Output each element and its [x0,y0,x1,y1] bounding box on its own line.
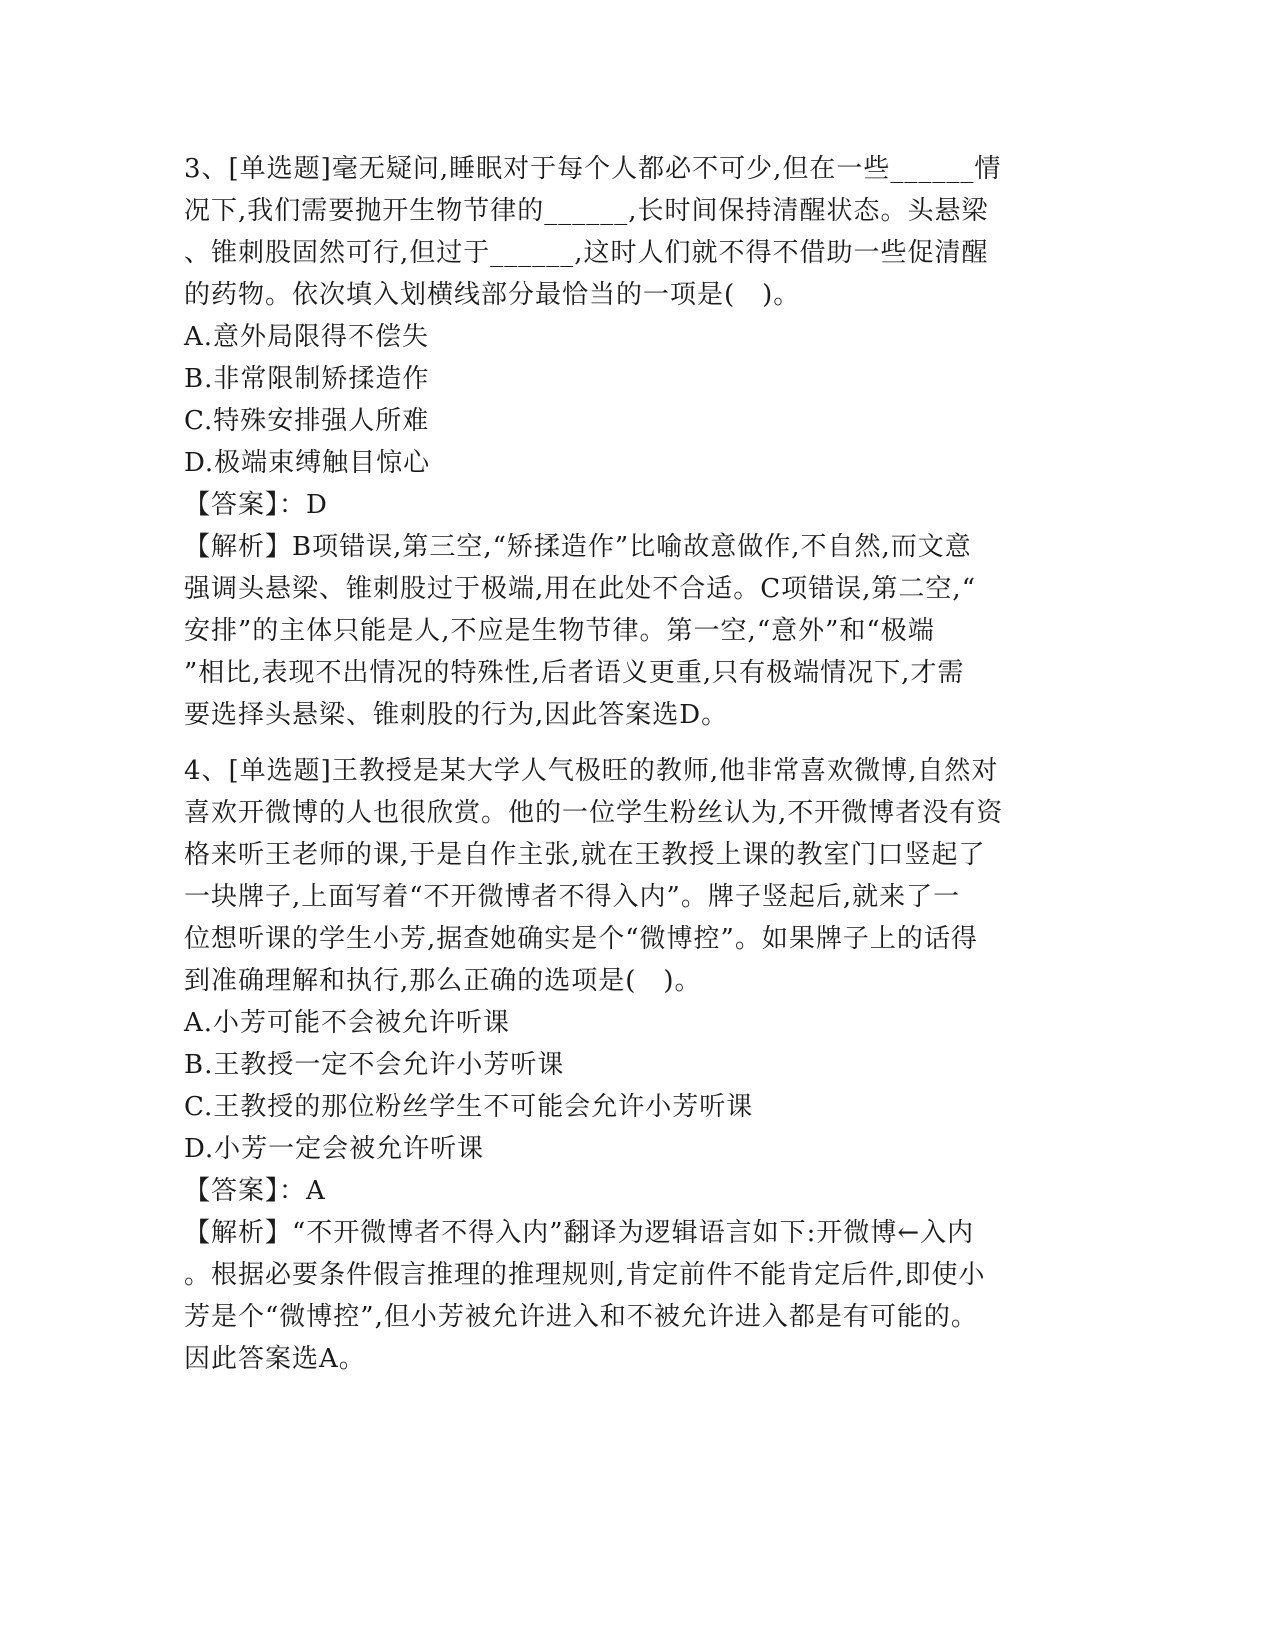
analysis-line: 强调头悬梁、锥刺股过于极端,用在此处不合适。C项错误,第二空,“ [184,574,976,604]
analysis-line: 【解析】“不开微博者不得入内”翻译为逻辑语言如下:开微博←入内 [184,1218,975,1248]
stem-line: 喜欢开微博的人也很欣赏。他的一位学生粉丝认为,不开微博者没有资 [184,798,1004,828]
stem-line: 位想听课的学生小芳,据查她确实是个“微博控”。如果牌子上的话得 [184,924,978,954]
question-4 [184,750,1084,1380]
analysis-line: 要选择头悬梁、锥刺股的行为,因此答案选D。 [184,700,729,730]
analysis-line: 因此答案选A。 [184,1344,366,1374]
stem-line: 到准确理解和执行,那么正确的选项是( )。 [184,966,702,996]
option-a: A.小芳可能不会被允许听课 [184,1008,511,1038]
stem-line: 、锥刺股固然可行,但过于______,这时人们就不得不借助一些促清醒 [184,238,989,268]
stem-line: 4、[单选题]王教授是某大学人气极旺的教师,他非常喜欢微博,自然对 [184,756,999,786]
option-d: D.极端束缚触目惊心 [184,448,431,478]
option-list [184,1002,1084,1170]
analysis [184,1212,1084,1380]
option-list [184,316,1084,484]
document-page [184,148,1084,1380]
answer: 【答案】：A [184,1176,326,1206]
option-c: C.特殊安排强人所难 [184,406,430,436]
analysis-line: ”相比,表现不出情况的特殊性,后者语义更重,只有极端情况下,才需 [184,658,965,688]
option-b: B.王教授一定不会允许小芳听课 [184,1050,565,1080]
stem-line: 一块牌子,上面写着“不开微博者不得入内”。牌子竖起后,就来了一 [184,882,961,912]
question-3 [184,148,1084,736]
option-a: A.意外局限得不偿失 [184,322,430,352]
question-stem [184,148,1084,316]
stem-line: 格来听王老师的课,于是自作主张,就在王教授上课的教室门口竖起了 [184,840,986,870]
analysis-line: 。根据必要条件假言推理的推理规则,肯定前件不能肯定后件,即使小 [184,1260,986,1290]
answer: 【答案】：D [184,490,328,520]
analysis [184,526,1084,736]
stem-line: 的药物。依次填入划横线部分最恰当的一项是( )。 [184,280,801,310]
option-d: D.小芳一定会被允许听课 [184,1134,485,1164]
question-stem [184,750,1084,1002]
option-c: C.王教授的那位粉丝学生不可能会允许小芳听课 [184,1092,754,1122]
stem-line: 3、[单选题]毫无疑问,睡眠对于每个人都必不可少,但在一些______情 [184,154,1002,184]
analysis-line: 安排”的主体只能是人,不应是生物节律。第一空,“意外”和“极端 [184,616,935,646]
stem-line: 况下,我们需要抛开生物节律的______,长时间保持清醒状态。头悬梁 [184,196,989,226]
option-b: B.非常限制矫揉造作 [184,364,430,394]
analysis-line: 芳是个“微博控”,但小芳被允许进入和不被允许进入都是有可能的。 [184,1302,978,1332]
analysis-line: 【解析】B项错误,第三空,“矫揉造作”比喻故意做作,不自然,而文意 [184,532,972,562]
